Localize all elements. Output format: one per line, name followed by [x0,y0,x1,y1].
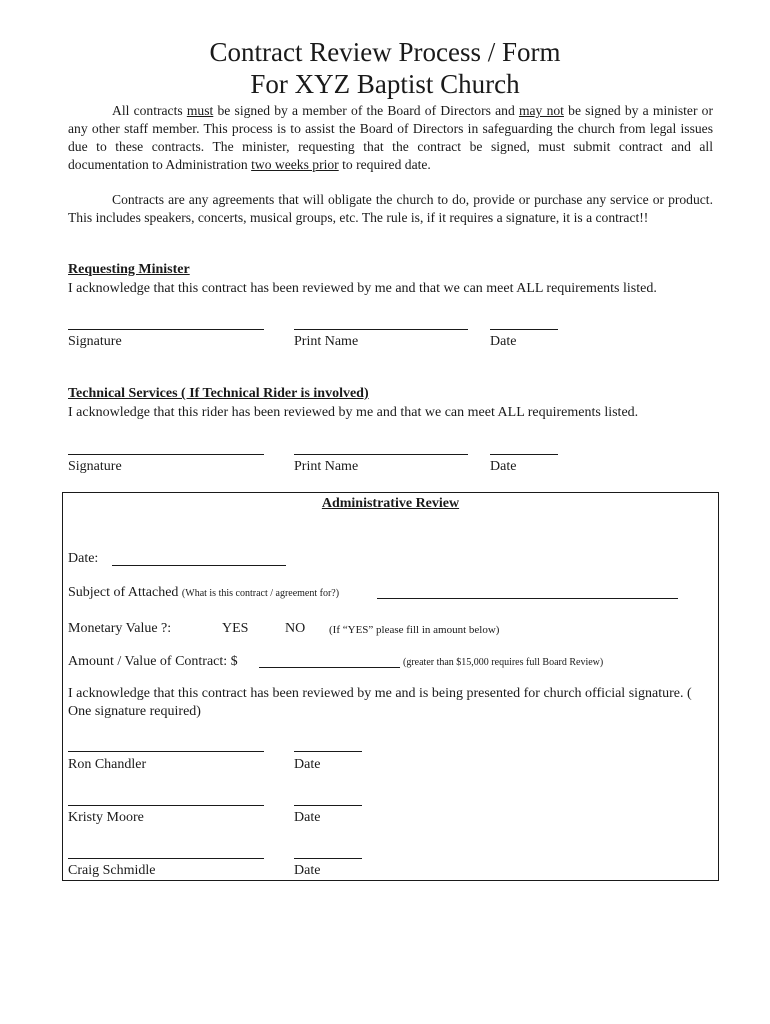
amount-label: Amount / Value of Contract: $ [68,654,238,669]
signer-2-line[interactable] [68,805,264,806]
minister-date-line[interactable] [490,329,558,330]
subject-label-text: Subject of Attached [68,585,179,600]
requesting-ack: I acknowledge that this contract has been reviewed by me and that we can meet ALL requirements listed. [68,281,657,296]
form-title-line2: For XYZ Baptist Church [250,69,520,99]
technical-services-heading: Technical Services ( If Technical Rider is involved) [68,386,369,401]
minister-print-name-label: Print Name [294,334,359,349]
technical-print-name-label: Print Name [294,459,359,474]
signer-2-date-line[interactable] [294,805,362,806]
intro-two-weeks-prior: two weeks prior [251,157,339,172]
admin-date-label: Date: [68,551,99,566]
minister-signature-label: Signature [68,334,122,349]
signer-1-date-line[interactable] [294,751,362,752]
intro-must: must [186,103,214,118]
intro-text: Contracts are any agreements that will obligate the church to do, provide or purchase any service or product. This includes speakers, concerts, musical groups, etc. The rule is, if it requires a signature, it is a contract!! [68,192,713,225]
signer-3-line[interactable] [68,858,264,859]
monetary-yes-option[interactable]: YES [222,621,249,636]
intro-may-not: may not [518,103,564,118]
technical-date-label: Date [490,459,517,474]
intro-text: to required date. [338,157,431,172]
admin-ack: I acknowledge that this contract has been reviewed by me and is being presented for church official signature. ( One signature required) [68,686,692,719]
technical-print-name-line[interactable] [294,454,468,455]
signer-3-date-label: Date [294,863,321,878]
subject-line[interactable] [377,598,678,599]
admin-date-line[interactable] [112,565,286,566]
minister-date-label: Date [490,334,517,349]
monetary-hint: (If “YES” please fill in amount below) [329,624,500,636]
technical-ack: I acknowledge that this rider has been reviewed by me and that we can meet ALL requirements listed. [68,405,639,420]
signer-1-name: Ron Chandler [68,757,147,772]
signer-2-date-label: Date [294,810,321,825]
subject-label [68,585,339,601]
minister-signature-line[interactable] [68,329,264,330]
monetary-no-option[interactable]: NO [285,621,306,636]
intro-paragraph-2 [68,191,713,227]
signer-3-name: Craig Schmidle [68,863,156,878]
monetary-value-label: Monetary Value ?: [68,621,172,636]
technical-date-line[interactable] [490,454,558,455]
form-title-line1: Contract Review Process / Form [209,37,561,67]
intro-text: All contracts [112,103,187,118]
technical-signature-line[interactable] [68,454,264,455]
subject-hint: (What is this contract / agreement for?) [181,588,340,599]
minister-print-name-line[interactable] [294,329,468,330]
intro-text: be signed by a minister or any other staff member. This process is to assist the Board of Directors in safeguarding the church from legal issues due to these contracts. The minister, requesting that the contract be signed, must submit contract and all documentation to Administration [68,103,714,172]
administrative-review-heading: Administrative Review [321,496,460,511]
intro-paragraph-1 [68,102,713,174]
signer-2-name: Kristy Moore [68,810,144,825]
signer-1-line[interactable] [68,751,264,752]
requesting-minister-heading: Requesting Minister [68,262,190,277]
amount-line[interactable] [259,667,400,668]
technical-signature-label: Signature [68,459,122,474]
signer-1-date-label: Date [294,757,321,772]
intro-text: be signed by a member of the Board of Directors and [213,103,519,118]
signer-3-date-line[interactable] [294,858,362,859]
amount-hint: (greater than $15,000 requires full Board Review) [403,657,604,668]
